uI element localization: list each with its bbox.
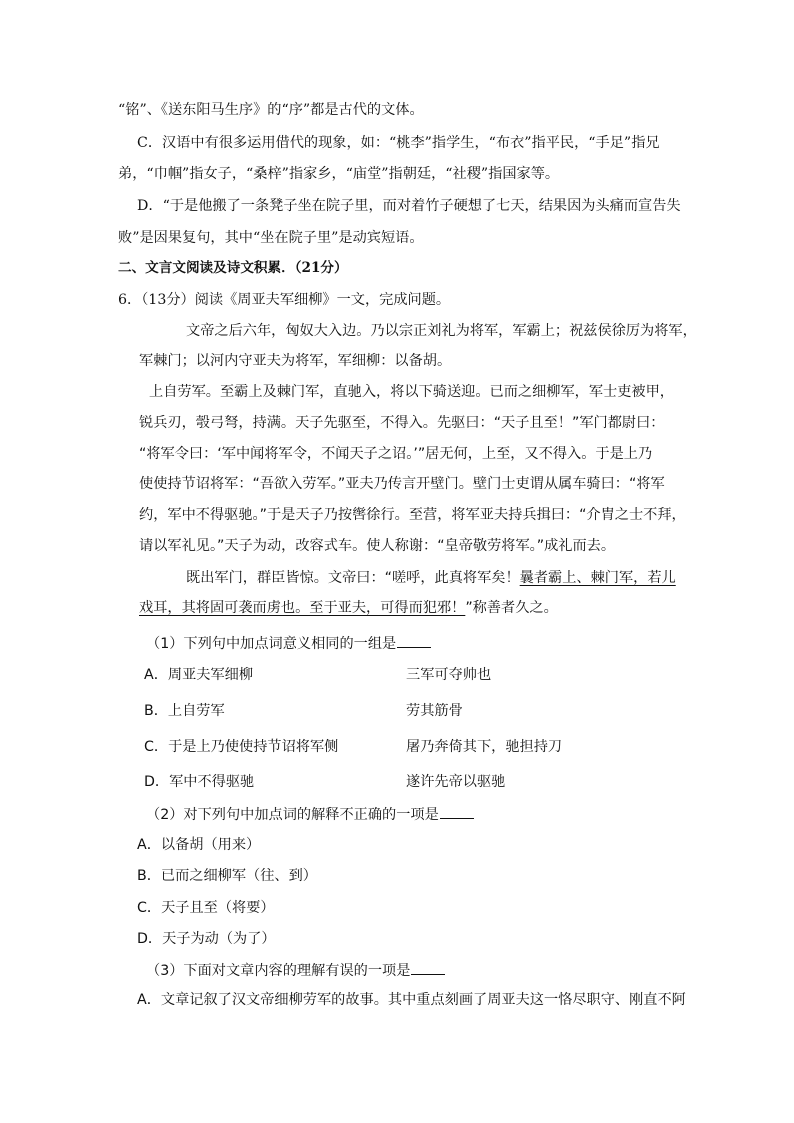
sub1-row-b-left: B．上自劳军 [144, 703, 225, 719]
passage-p2-line1: 上自劳军。至霸上及棘门军，直驰入，将以下骑送迎。已而之细柳军，军士吏被甲， [149, 384, 674, 400]
answer-blank-2[interactable] [440, 804, 474, 819]
passage-p3-line1-plain: 既出军门，群臣皆惊。文帝曰：“嗟呼，此真将军矣！ [186, 570, 520, 586]
passage-p2-line5: 约，军中不得驱驰。”于是天子乃按辔徐行。至营，将军亚夫持兵揖曰：“介胄之士不拜， [139, 507, 686, 523]
passage-p1-line1: 文帝之后六年，匈奴大入边。乃以宗正刘礼为将军，军霸上；祝兹侯徐厉为将军， [186, 323, 697, 339]
passage-p3-line1-underlined: 曩者霸上、棘门军，若儿 [519, 570, 676, 586]
answer-blank-1[interactable] [397, 633, 431, 648]
sub2-option-c: C．天子且至（将要） [137, 900, 275, 916]
prev-option-d-line1: D．“于是他搬了一条凳子坐在院子里，而对着竹子硬想了七天，结果因为头痛而宣告失 [137, 198, 681, 214]
sub-question-2 [146, 804, 474, 825]
sub1-row-c-left: C．于是上乃使使持节诏将军侧 [144, 739, 339, 755]
sub-question-1 [146, 633, 431, 654]
prev-option-c-line2: 弟，“巾帼”指女子，“桑梓”指家乡，“庙堂”指朝廷，“社稷”指国家等。 [118, 166, 560, 182]
prev-option-c-line1: C．汉语中有很多运用借代的现象，如：“桃李”指学生，“布衣”指平民，“手足”指兄 [137, 135, 660, 151]
passage-p2-line2: 锐兵刃，彀弓弩，持满。天子先驱至，不得入。先驱曰：“天子且至！”军门都尉曰： [139, 415, 665, 431]
sub1-row-b-right: 劳其筋骨 [406, 703, 463, 719]
passage-p3-line2-underlined: 戏耳，其将固可袭而虏也。至于亚夫，可得而犯邪！ [139, 600, 466, 616]
sub-question-3-prompt: （3）下面对文章内容的理解有误的一项是 [146, 963, 411, 979]
passage-p2-line6: 请以军礼见。”天子为动，改容式车。使人称谢：“皇帝敬劳将军。”成礼而去。 [139, 538, 616, 554]
sub2-option-b: B．已而之细柳军（往、到） [137, 868, 317, 884]
sub2-option-d: D．天子为动（为了） [137, 931, 276, 947]
passage-p2-line3: “将军令曰：‘军中闻将军令，不闻天子之诏。’”居无何，上至，又不得入。于是上乃 [139, 446, 653, 462]
passage-p2-line4: 使使持节诏将军：“吾欲入劳军。”亚夫乃传言开壁门。壁门士吏谓从属车骑曰：“将军 [139, 476, 665, 492]
passage-p3-line2-plain: ”称善者久之。 [465, 600, 558, 616]
prev-option-b-continuation: “铭”、《送东阳马生序》的“序”都是古代的文体。 [118, 102, 424, 118]
sub3-option-a: A．文章记叙了汉文帝细柳劳军的故事。其中重点刻画了周亚夫这一恪尽职守、刚直不阿 [137, 992, 686, 1008]
sub1-row-d-right: 遂许先帝以驱驰 [406, 774, 506, 790]
passage-p3-line2 [139, 598, 558, 618]
sub-question-2-prompt: （2）对下列句中加点词的解释不正确的一项是 [146, 807, 439, 823]
passage-p1-line2: 军棘门；以河内守亚夫为将军，军细柳：以备胡。 [139, 353, 452, 369]
question-6-stem: 6．（13分）阅读《周亚夫军细柳》一文，完成问题。 [118, 292, 451, 308]
sub1-row-a-right: 三军可夺帅也 [406, 667, 492, 683]
sub-question-3 [146, 960, 445, 981]
sub1-row-c-right: 屠乃奔倚其下，驰担持刀 [406, 739, 563, 755]
sub2-option-a: A．以备胡（用来） [137, 837, 261, 853]
sub1-row-a-left: A．周亚夫军细柳 [144, 667, 254, 683]
sub-question-1-prompt: （1）下列句中加点词意义相同的一组是 [146, 636, 397, 652]
passage-p3-line1 [186, 568, 676, 588]
prev-option-d-line2: 败”是因果复句，其中“坐在院子里”是动宾短语。 [118, 230, 424, 246]
sub1-row-d-left: D．军中不得驱驰 [144, 774, 255, 790]
answer-blank-3[interactable] [411, 960, 445, 975]
section-heading: 二、文言文阅读及诗文积累．（21分） [118, 260, 348, 276]
